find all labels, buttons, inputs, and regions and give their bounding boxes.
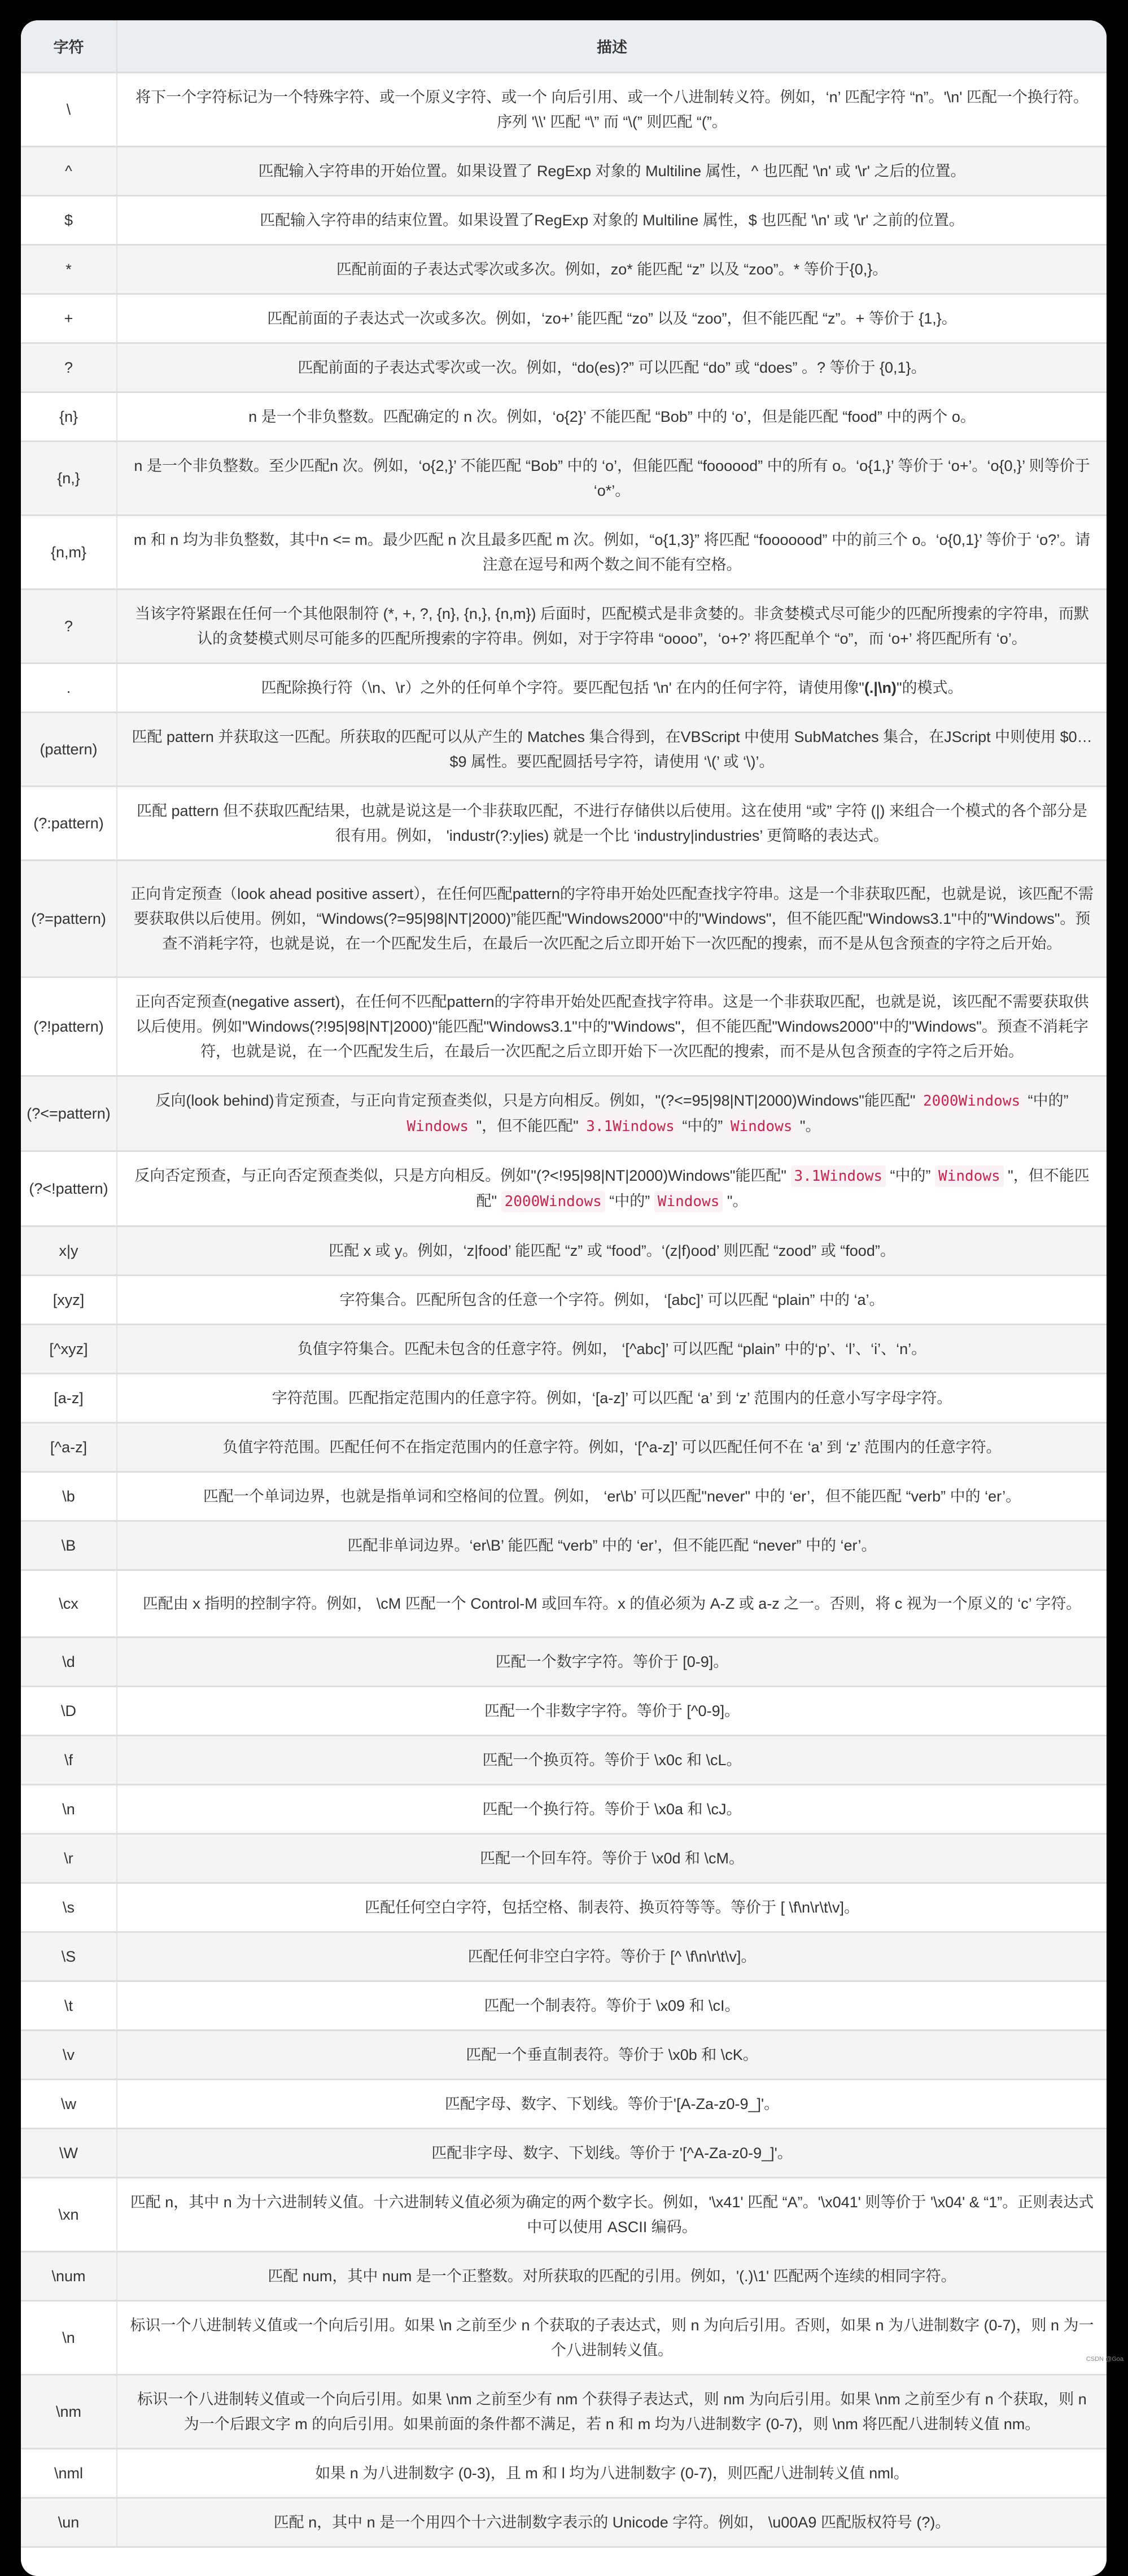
description-text: 匹配 num，其中 num 是一个正整数。对所获取的匹配的引用。例如，'(.)\1' 匹配两个连续的相同字符。 <box>268 2268 956 2285</box>
table-row <box>21 2031 1107 2080</box>
description-text: “中的” <box>677 1117 727 1134</box>
cell-symbol: \un <box>21 2498 117 2547</box>
description-text: 反向否定预查，与正向否定预查类似，只是方向相反。例如"(?<!95|98|NT|2000)Windows"能匹配" <box>134 1167 791 1184</box>
description-text: 匹配字母、数字、下划线。等价于'[A-Za-z0-9_]'。 <box>444 2095 780 2112</box>
table-row <box>21 1638 1107 1687</box>
description-text: 正向肯定预查（look ahead positive assert），在任何匹配pattern的字符串开始处匹配查找字符串。这是一个非获取匹配，也就是说，该匹配不需要获取供以后使用。例如，“Windows(?=95|98|NT|2000)”能匹配"Windows2000"中的"Windows"，但不能匹配"Windows3.1"中的"Windows"。预查不消耗字符，也就是说，在一个匹配发生后，在最后一次匹配之后立即开始下一次匹配的搜索，而不是从包含预查的字符之后开始。 <box>130 885 1094 952</box>
cell-description <box>117 2031 1107 2080</box>
cell-description <box>117 147 1107 196</box>
table-row <box>21 1687 1107 1736</box>
cell-symbol: \n <box>21 1785 117 1834</box>
description-text: 匹配一个单词边界，也就是指单词和空格间的位置。例如， ‘er\b’ 可以匹配"never" 中的 ‘er’，但不能匹配 “verb” 中的 ‘er’。 <box>203 1488 1021 1505</box>
table-row <box>21 663 1107 713</box>
description-text: "，但不能匹配" <box>476 1167 1090 1210</box>
cell-symbol: \r <box>21 1834 117 1883</box>
table-row <box>21 2129 1107 2178</box>
description-text: "的模式。 <box>896 679 963 696</box>
cell-symbol: (?=pattern) <box>21 861 117 977</box>
description-text: m 和 n 均为非负整数，其中n <= m。最少匹配 n 次且最多匹配 m 次。例如，“o{1,3}” 将匹配 “fooooood” 中的前三个 o。‘o{0,1}’ 等价于 ‘o?’。请注意在逗号和两个数之间不能有空格。 <box>133 531 1091 573</box>
cell-description <box>117 1883 1107 1932</box>
table-row <box>21 2498 1107 2547</box>
cell-description <box>117 590 1107 663</box>
table-header-row <box>21 20 1107 73</box>
description-text: 匹配 n，其中 n 是一个用四个十六进制数字表示的 Unicode 字符。例如， \u00A9 匹配版权符号 (?)。 <box>273 2514 951 2531</box>
table-row <box>21 516 1107 590</box>
cell-symbol: [a-z] <box>21 1374 117 1423</box>
description-text: 匹配前面的子表达式一次或多次。例如，‘zo+’ 能匹配 “zo” 以及 “zoo”，但不能匹配 “z”。+ 等价于 {1,}。 <box>267 310 957 327</box>
table-row <box>21 1226 1107 1276</box>
cell-symbol: \ <box>21 73 117 147</box>
table-row <box>21 1932 1107 1981</box>
cell-symbol: . <box>21 663 117 713</box>
cell-symbol: * <box>21 245 117 294</box>
cell-description <box>117 1521 1107 1570</box>
description-text: “中的” <box>1024 1092 1069 1109</box>
description-text: 匹配由 x 指明的控制字符。例如， \cM 匹配一个 Control-M 或回车符。x 的值必须为 A-Z 或 a-z 之一。否则，将 c 视为一个原义的 ‘c’ 字符。 <box>142 1595 1082 1612</box>
cell-symbol: \b <box>21 1472 117 1521</box>
table-row <box>21 1076 1107 1151</box>
table-row <box>21 1374 1107 1423</box>
description-text: 匹配一个换行符。等价于 \x0a 和 \cJ。 <box>482 1801 742 1818</box>
cell-symbol: \xn <box>21 2178 117 2252</box>
cell-description <box>117 1226 1107 1276</box>
description-text: "。 <box>723 1193 748 1210</box>
cell-description <box>117 1325 1107 1374</box>
cell-symbol: {n,} <box>21 442 117 516</box>
description-text: 匹配任何非空白字符。等价于 [^ \f\n\r\t\v]。 <box>467 1948 757 1965</box>
bold-text: (.|\n) <box>864 679 897 696</box>
table-row <box>21 1883 1107 1932</box>
description-text: 反向(look behind)肯定预查，与正向肯定预查类似，只是方向相反。例如，"(?<=95|98|NT|2000)Windows"能匹配" <box>155 1092 920 1109</box>
cell-description <box>117 1374 1107 1423</box>
cell-symbol: $ <box>21 196 117 245</box>
description-text: 匹配前面的子表达式零次或一次。例如，“do(es)?” 可以匹配 “do” 或 “does” 。? 等价于 {0,1}。 <box>298 359 926 376</box>
cell-description <box>117 1687 1107 1736</box>
table-row <box>21 392 1107 442</box>
cell-description <box>117 442 1107 516</box>
cell-description <box>117 2080 1107 2129</box>
description-text: 字符范围。匹配指定范围内的任意字符。例如，‘[a-z]’ 可以匹配 ‘a’ 到 ‘z’ 范围内的任意小写字母字符。 <box>272 1390 952 1407</box>
description-text: 匹配任何空白字符，包括空格、制表符、换页符等等。等价于 [ \f\n\r\t\v]。 <box>364 1899 860 1916</box>
cell-symbol: [xyz] <box>21 1276 117 1325</box>
table-row <box>21 1834 1107 1883</box>
cell-symbol: (?<!pattern) <box>21 1151 117 1226</box>
description-text: 匹配非字母、数字、下划线。等价于 '[^A-Za-z0-9_]'。 <box>431 2145 793 2162</box>
description-text: 匹配 pattern 但不获取匹配结果，也就是说这是一个非获取匹配，不进行存储供以后使用。这在使用 “或” 字符 (|) 来组合一个模式的各个部分是很有用。例如， 'industr(?:y|ies) 就是一个比 ‘industry|industries’ 更简略的表达式。 <box>136 802 1088 844</box>
cell-symbol: [^xyz] <box>21 1325 117 1374</box>
table-row <box>21 294 1107 343</box>
description-text: “中的” <box>886 1167 935 1184</box>
description-text: 标识一个八进制转义值或一个向后引用。如果 \nm 之前至少有 nm 个获得子表达式，则 nm 为向后引用。如果 \nm 之前至少有 n 个获取，则 n 为一个后跟文字 m 的向后引用。如果前面的条件都不满足，若 n 和 m 均为八进制数字 (0-7)，则 \nm 将匹配八进制转义值 nm。 <box>137 2391 1087 2433</box>
cell-symbol: \cx <box>21 1570 117 1638</box>
cell-description <box>117 516 1107 590</box>
column-header-symbol: 字符 <box>21 20 117 73</box>
table-row <box>21 590 1107 663</box>
cell-symbol: {n} <box>21 392 117 442</box>
cell-description <box>117 2178 1107 2252</box>
cell-description <box>117 861 1107 977</box>
inline-code: Windows <box>727 1116 796 1137</box>
description-text: 匹配一个制表符。等价于 \x09 和 \cI。 <box>484 1997 740 2014</box>
inline-code: 2000Windows <box>920 1090 1024 1112</box>
cell-symbol: + <box>21 294 117 343</box>
cell-symbol: \v <box>21 2031 117 2080</box>
table-row <box>21 1276 1107 1325</box>
cell-symbol: ? <box>21 590 117 663</box>
cell-description <box>117 392 1107 442</box>
table-row <box>21 2449 1107 2498</box>
description-text: 匹配除换行符（\n、\r）之外的任何单个字符。要匹配包括 '\n' 在内的任何字符，请使用像" <box>261 679 864 696</box>
cell-symbol: \num <box>21 2252 117 2301</box>
table-row <box>21 442 1107 516</box>
cell-description <box>117 977 1107 1076</box>
cell-symbol: \f <box>21 1736 117 1785</box>
table-row <box>21 2080 1107 2129</box>
cell-description <box>117 2129 1107 2178</box>
description-text: 匹配输入字符串的开始位置。如果设置了 RegExp 对象的 Multiline 属性，^ 也匹配 '\n' 或 '\r' 之后的位置。 <box>258 163 966 180</box>
table-row <box>21 787 1107 861</box>
cell-description <box>117 1472 1107 1521</box>
table-row <box>21 1521 1107 1570</box>
cell-description <box>117 294 1107 343</box>
table-row <box>21 977 1107 1076</box>
table-row <box>21 245 1107 294</box>
cell-symbol: \S <box>21 1932 117 1981</box>
cell-symbol: (?:pattern) <box>21 787 117 861</box>
cell-description <box>117 245 1107 294</box>
inline-code: 2000Windows <box>501 1191 605 1212</box>
cell-description <box>117 787 1107 861</box>
table-footer-padding <box>21 2548 1107 2576</box>
inline-code: 3.1Windows <box>791 1165 886 1187</box>
cell-symbol: [^a-z] <box>21 1423 117 1472</box>
cell-symbol: x|y <box>21 1226 117 1276</box>
description-text: 当该字符紧跟在任何一个其他限制符 (*, +, ?, {n}, {n,}, {n,m}) 后面时，匹配模式是非贪婪的。非贪婪模式尽可能少的匹配所搜索的字符串，而默认的贪婪模式则尽可能多的匹配所搜索的字符串。例如，对于字符串 “oooo”，‘o+?’ 将匹配单个 “o”，而 ‘o+’ 将匹配所有 ‘o’。 <box>135 605 1089 647</box>
regex-reference-table <box>21 20 1107 2548</box>
cell-description <box>117 1570 1107 1638</box>
cell-description <box>117 2375 1107 2449</box>
cell-description <box>117 1276 1107 1325</box>
table-row <box>21 1736 1107 1785</box>
cell-description <box>117 343 1107 392</box>
cell-description <box>117 1834 1107 1883</box>
cell-description <box>117 1785 1107 1834</box>
description-text: 字符集合。匹配所包含的任意一个字符。例如， ‘[abc]’ 可以匹配 “plain” 中的 ‘a’。 <box>339 1291 885 1308</box>
table-row <box>21 713 1107 787</box>
inline-code: Windows <box>935 1165 1004 1187</box>
table-row <box>21 2301 1107 2375</box>
cell-description <box>117 1638 1107 1687</box>
table-row <box>21 1981 1107 2031</box>
watermark: CSDN @Goa <box>1086 2356 1123 2363</box>
cell-symbol: \W <box>21 2129 117 2178</box>
description-text: 负值字符范围。匹配任何不在指定范围内的任意字符。例如，‘[^a-z]’ 可以匹配任何不在 ‘a’ 到 ‘z’ 范围内的任意字符。 <box>222 1439 1002 1456</box>
table-row <box>21 1472 1107 1521</box>
cell-symbol: \t <box>21 1981 117 2031</box>
cell-symbol: (?<=pattern) <box>21 1076 117 1151</box>
table-body <box>21 73 1107 2547</box>
description-text: 负值字符集合。匹配未包含的任意字符。例如， ‘[^abc]’ 可以匹配 “plain” 中的‘p’、‘l’、‘i’、‘n’。 <box>297 1341 927 1357</box>
column-header-description: 描述 <box>117 20 1107 73</box>
table-row <box>21 2375 1107 2449</box>
description-text: 如果 n 为八进制数字 (0-3)，且 m 和 l 均为八进制数字 (0-7)，则匹配八进制转义值 nml。 <box>315 2465 909 2482</box>
cell-symbol: \B <box>21 1521 117 1570</box>
cell-description <box>117 2498 1107 2547</box>
cell-symbol: ? <box>21 343 117 392</box>
cell-description <box>117 663 1107 713</box>
table-row <box>21 1325 1107 1374</box>
cell-symbol: \d <box>21 1638 117 1687</box>
table-row <box>21 2252 1107 2301</box>
inline-code: Windows <box>654 1191 723 1212</box>
cell-description <box>117 1981 1107 2031</box>
description-text: “中的” <box>605 1193 654 1210</box>
table-row <box>21 1423 1107 1472</box>
table-row <box>21 861 1107 977</box>
description-text: 匹配 pattern 并获取这一匹配。所获取的匹配可以从产生的 Matches 集合得到，在VBScript 中使用 SubMatches 集合，在JScript 中则使用 $0…$9 属性。要匹配圆括号字符，请使用 ‘\(’ 或 ‘\)’。 <box>132 728 1092 770</box>
description-text: 匹配输入字符串的结束位置。如果设置了RegExp 对象的 Multiline 属性，$ 也匹配 '\n' 或 '\r' 之前的位置。 <box>260 212 964 229</box>
cell-description <box>117 1076 1107 1151</box>
description-text: 正向否定预查(negative assert)，在任何不匹配pattern的字符串开始处匹配查找字符串。这是一个非获取匹配，也就是说，该匹配不需要获取供以后使用。例如"Windows(?!95|98|NT|2000)"能匹配"Windows3.1"中的"Windows"，但不能匹配"Windows2000"中的"Windows"。预查不消耗字符，也就是说，在一个匹配发生后，在最后一次匹配之后立即开始下一次匹配的搜索，而不是从包含预查的字符之后开始。 <box>135 993 1089 1060</box>
table-row <box>21 73 1107 147</box>
description-text: 匹配一个数字字符。等价于 [0-9]。 <box>495 1653 729 1670</box>
table-row <box>21 2178 1107 2252</box>
cell-symbol: \nm <box>21 2375 117 2449</box>
cell-description <box>117 196 1107 245</box>
cell-description <box>117 1736 1107 1785</box>
inline-code: 3.1Windows <box>583 1116 678 1137</box>
cell-description <box>117 73 1107 147</box>
cell-symbol: \nml <box>21 2449 117 2498</box>
inline-code: Windows <box>404 1116 473 1137</box>
table-row <box>21 147 1107 196</box>
description-text: 匹配一个垂直制表符。等价于 \x0b 和 \cK。 <box>466 2046 758 2063</box>
table-row <box>21 196 1107 245</box>
cell-description <box>117 2252 1107 2301</box>
description-text: 匹配 x 或 y。例如，‘z|food’ 能匹配 “z” 或 “food”。‘(z|f)ood’ 则匹配 “zood” 或 “food”。 <box>329 1242 895 1259</box>
description-text: 匹配一个回车符。等价于 \x0d 和 \cM。 <box>479 1850 745 1867</box>
cell-description <box>117 1423 1107 1472</box>
description-text: n 是一个非负整数。至少匹配n 次。例如，‘o{2,}’ 不能匹配 “Bob” 中的 ‘o’，但能匹配 “foooood” 中的所有 o。‘o{1,}’ 等价于 ‘o+’。‘o{0,}’ 则等价于 ‘o*’。 <box>134 457 1090 499</box>
cell-symbol: \s <box>21 1883 117 1932</box>
table-row <box>21 1570 1107 1638</box>
description-text: 匹配一个非数字字符。等价于 [^0-9]。 <box>484 1702 740 1719</box>
cell-symbol: \w <box>21 2080 117 2129</box>
cell-symbol: \D <box>21 1687 117 1736</box>
cell-description <box>117 713 1107 787</box>
description-text: 匹配前面的子表达式零次或多次。例如，zo* 能匹配 “z” 以及 “zoo”。* 等价于{0,}。 <box>336 261 888 278</box>
description-text: 匹配 n，其中 n 为十六进制转义值。十六进制转义值必须为确定的两个数字长。例如，'\x41' 匹配 “A”。'\x041' 则等价于 '\x04' & “1”。正则表达式中可以使用 ASCII 编码。 <box>130 2194 1094 2236</box>
cell-symbol: (pattern) <box>21 713 117 787</box>
description-text: n 是一个非负整数。匹配确定的 n 次。例如，‘o{2}’ 不能匹配 “Bob” 中的 ‘o’，但是能匹配 “food” 中的两个 o。 <box>248 408 976 425</box>
description-text: 将下一个字符标记为一个特殊字符、或一个原义字符、或一个 向后引用、或一个八进制转义符。例如，‘n’ 匹配字符 “n”。'\n' 匹配一个换行符。序列 '\\' 匹配 “\” 而 “\(” 则匹配 “(”。 <box>135 89 1088 130</box>
description-text: 匹配非单词边界。‘er\B’ 能匹配 “verb” 中的 ‘er’，但不能匹配 “never” 中的 ‘er’。 <box>347 1537 877 1554</box>
description-text: "，但不能匹配" <box>472 1117 583 1134</box>
table-row <box>21 343 1107 392</box>
cell-symbol: ^ <box>21 147 117 196</box>
description-text: 标识一个八进制转义值或一个向后引用。如果 \n 之前至少 n 个获取的子表达式，则 n 为向后引用。否则，如果 n 为八进制数字 (0-7)，则 n 为一个八进制转义值。 <box>130 2317 1094 2359</box>
cell-symbol: \n <box>21 2301 117 2375</box>
cell-symbol: {n,m} <box>21 516 117 590</box>
regex-reference-table-card <box>21 20 1107 2576</box>
table-row <box>21 1151 1107 1226</box>
cell-description <box>117 1151 1107 1226</box>
table-row <box>21 1785 1107 1834</box>
description-text: 匹配一个换页符。等价于 \x0c 和 \cL。 <box>482 1752 742 1769</box>
cell-description <box>117 1932 1107 1981</box>
cell-description <box>117 2449 1107 2498</box>
description-text: "。 <box>795 1117 821 1134</box>
cell-symbol: (?!pattern) <box>21 977 117 1076</box>
cell-description <box>117 2301 1107 2375</box>
